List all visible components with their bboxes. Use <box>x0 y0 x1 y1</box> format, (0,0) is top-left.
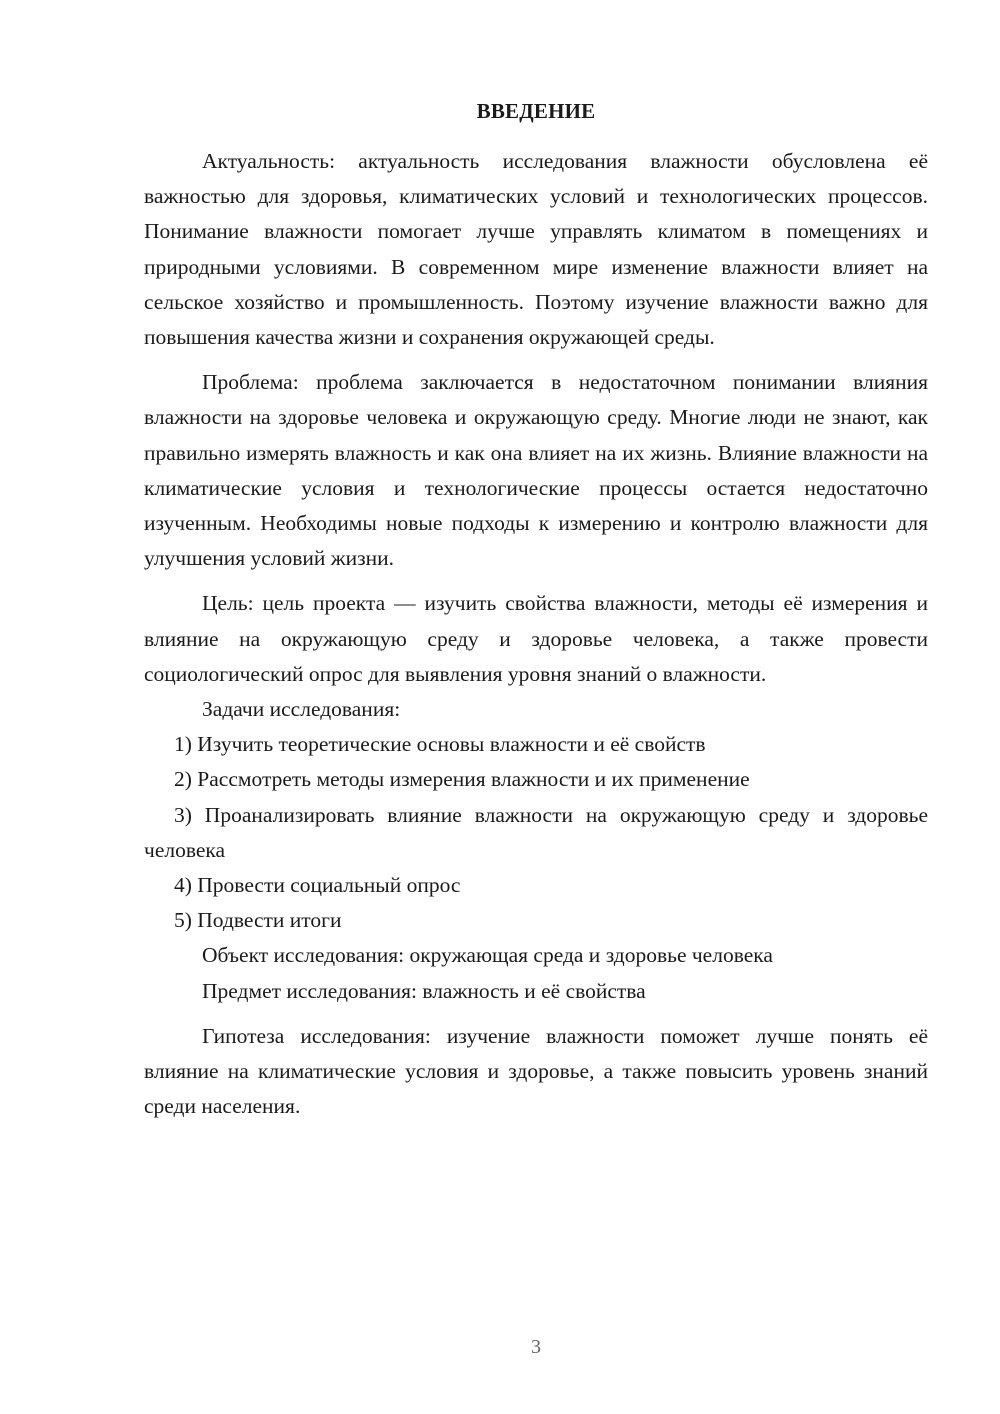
paragraph-problem: Проблема: проблема заключается в недостаточном понимании влияния влажности на здоровье человека и окружающую среду. Многие люди не знают, как правильно измерять влажность и как она влияет на их жизнь. Влияние влажности на климатические условия и технологические процессы остается недостаточно изученным. Необходимы новые подходы к измерению и контролю влажности для улучшения условий жизни. <box>144 370 928 571</box>
task-item-5: 5) Подвести итоги <box>174 908 342 933</box>
paragraph-subject: Предмет исследования: влажность и её свойства <box>202 978 646 1003</box>
task-item-2: 2) Рассмотреть методы измерения влажности и их применение <box>174 767 750 792</box>
page-content <box>144 144 928 1124</box>
task-item-3: 3) Проанализировать влияние влажности на окружающую среду и здоровье человека <box>144 802 928 862</box>
paragraph-relevance: Актуальность: актуальность исследования влажности обусловлена её важностью для здоровья, климатических условий и технологических процессов. Понимание влажности помогает лучше управлять климатом в помещениях и природными условиями. В современном мире изменение влажности влияет на сельское хозяйство и промышленность. Поэтому изучение влажности важно для повышения качества жизни и сохранения окружающей среды. <box>144 149 928 350</box>
task-item-1: 1) Изучить теоретические основы влажности и её свойств <box>174 732 706 757</box>
paragraph-goal: Цель: цель проекта — изучить свойства влажности, методы её измерения и влияние на окружающую среду и здоровье человека, а также провести социологический опрос для выявления уровня знаний о влажности. <box>144 591 928 686</box>
task-item-4: 4) Провести социальный опрос <box>174 873 461 898</box>
paragraph-object: Объект исследования: окружающая среда и здоровье человека <box>202 943 773 968</box>
paragraph-hypothesis: Гипотеза исследования: изучение влажности поможет лучше понять её влияние на климатические условия и здоровье, а также повысить уровень знаний среди населения. <box>144 1023 928 1119</box>
tasks-heading: Задачи исследования: <box>202 697 401 722</box>
page-title: ВВЕДЕНИЕ <box>476 99 596 123</box>
page-number: 3 <box>531 1336 541 1358</box>
